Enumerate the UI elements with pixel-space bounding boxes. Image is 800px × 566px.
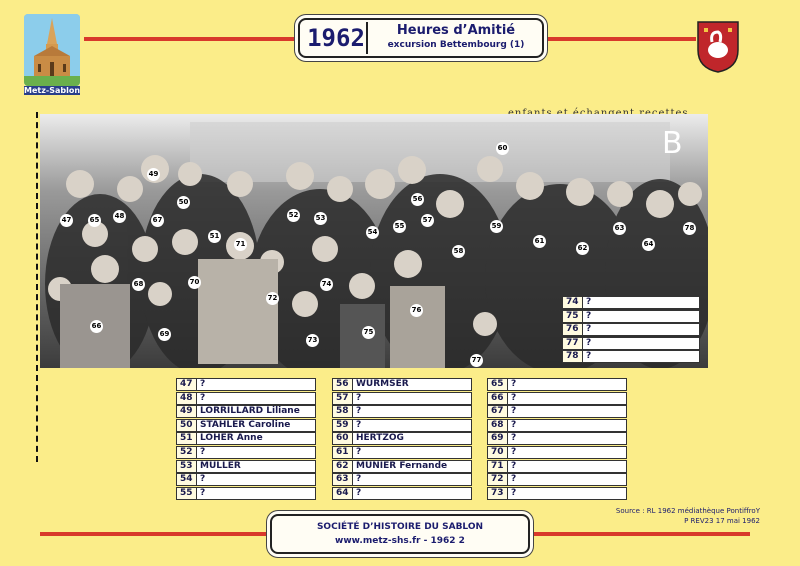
person-marker: 62 (576, 242, 589, 255)
person-marker: 64 (642, 238, 655, 251)
person-number: 73 (488, 488, 508, 499)
name-row (487, 460, 627, 473)
person-name: ? (586, 297, 592, 307)
person-name: WURMSER (356, 379, 409, 389)
person-number: 63 (333, 474, 353, 485)
name-row (176, 473, 316, 486)
person-name: ? (586, 310, 592, 321)
header-title: Heures d’Amitié (396, 23, 516, 38)
person-marker: 71 (234, 238, 247, 251)
church-logo-caption: Metz-Sablon (24, 86, 81, 95)
person-number: 67 (488, 406, 508, 417)
person-number: 68 (488, 420, 508, 431)
header-bar-right (548, 37, 696, 41)
coat-of-arms-logo (696, 20, 740, 74)
person-name: ? (200, 379, 206, 389)
person-number: 66 (488, 393, 508, 404)
person-name: ? (356, 447, 362, 457)
person-number: 74 (563, 297, 583, 308)
footer-society-name: SOCIÉTÉ D’HISTOIRE DU SABLON (316, 522, 484, 532)
name-row (562, 350, 700, 363)
person-marker: 78 (683, 222, 696, 235)
person-number: 49 (177, 406, 197, 417)
source-line-2: P REV23 17 mai 1962 (684, 517, 760, 525)
person-marker: 61 (533, 235, 546, 248)
header-year: 1962 (306, 22, 368, 54)
header-bar-left (84, 37, 298, 41)
footer-box (270, 514, 530, 554)
person-number: 59 (333, 420, 353, 431)
name-row (176, 460, 316, 473)
person-name: HERTZOG (356, 433, 404, 444)
footer-bar-right (530, 532, 750, 536)
person-name: ? (200, 474, 206, 485)
person-number: 64 (333, 488, 353, 499)
person-name: ? (511, 406, 517, 417)
person-number: 54 (177, 474, 197, 485)
header-title-box (298, 18, 544, 58)
person-name: ? (511, 447, 517, 457)
person-marker: 49 (147, 168, 160, 181)
person-number: 60 (333, 433, 353, 444)
person-marker: 63 (613, 222, 626, 235)
person-number: 53 (177, 461, 197, 472)
person-number: 70 (488, 447, 508, 458)
person-name: STAHLER Caroline (200, 419, 291, 430)
person-marker: 51 (208, 230, 221, 243)
person-name: ? (356, 406, 362, 417)
person-marker: 48 (113, 210, 126, 223)
person-marker: 70 (188, 276, 201, 289)
name-row (176, 487, 316, 500)
name-row (332, 419, 472, 432)
person-marker: 50 (177, 196, 190, 209)
person-number: 47 (177, 379, 197, 390)
person-number: 55 (177, 488, 197, 499)
person-number: 50 (177, 420, 197, 431)
name-row (487, 473, 627, 486)
person-marker: 77 (470, 354, 483, 367)
person-number: 69 (488, 433, 508, 444)
name-row (332, 405, 472, 418)
person-marker: 56 (411, 193, 424, 206)
person-number: 57 (333, 393, 353, 404)
name-row (332, 378, 472, 391)
person-marker: 76 (410, 304, 423, 317)
person-name: ? (356, 487, 362, 498)
name-row (176, 378, 316, 391)
name-row (487, 392, 627, 405)
name-row (332, 392, 472, 405)
person-name: ? (511, 419, 517, 430)
person-marker: 72 (266, 292, 279, 305)
name-row (176, 432, 316, 445)
person-name: ? (586, 337, 592, 348)
person-name: ? (356, 419, 362, 430)
name-row (176, 446, 316, 459)
person-number: 71 (488, 461, 508, 472)
name-row (562, 296, 700, 309)
person-marker: 66 (90, 320, 103, 333)
person-number: 65 (488, 379, 508, 390)
person-marker: 67 (151, 214, 164, 227)
person-number: 78 (563, 351, 583, 362)
name-row (332, 487, 472, 500)
person-name: ? (200, 447, 206, 457)
person-number: 75 (563, 311, 583, 322)
name-row (332, 473, 472, 486)
person-name: ? (586, 324, 592, 335)
person-marker: 47 (60, 214, 73, 227)
name-row (487, 487, 627, 500)
person-name: ? (511, 379, 517, 389)
person-name: ? (511, 392, 517, 403)
person-number: 51 (177, 433, 197, 444)
name-row (176, 419, 316, 432)
name-row (332, 460, 472, 473)
person-name: ? (511, 460, 517, 471)
person-marker: 73 (306, 334, 319, 347)
person-marker: 68 (132, 278, 145, 291)
photo-letter-label: B (662, 126, 683, 161)
person-name: ? (356, 392, 362, 403)
person-marker: 59 (490, 220, 503, 233)
name-row (487, 432, 627, 445)
name-row (487, 378, 627, 391)
person-name: LORRILLARD Liliane (200, 406, 300, 417)
person-name: ? (200, 487, 206, 498)
person-name: MUNIER Fernande (356, 460, 448, 471)
person-marker: 57 (421, 214, 434, 227)
person-number: 56 (333, 379, 353, 390)
person-marker: 58 (452, 245, 465, 258)
person-name: ? (511, 433, 517, 444)
person-name: MULLER (200, 460, 241, 471)
name-row (487, 446, 627, 459)
person-number: 52 (177, 447, 197, 458)
person-number: 58 (333, 406, 353, 417)
source-line-1: Source : RL 1962 médiathèque PontiffroY (615, 507, 760, 515)
person-marker: 60 (496, 142, 509, 155)
person-name: ? (511, 487, 517, 498)
person-marker: 52 (287, 209, 300, 222)
person-number: 61 (333, 447, 353, 458)
person-name: ? (356, 474, 362, 485)
person-marker: 69 (158, 328, 171, 341)
footer-bar-left (40, 532, 270, 536)
person-number: 77 (563, 338, 583, 349)
name-row (176, 405, 316, 418)
person-name: LOHER Anne (200, 433, 263, 444)
person-name: ? (200, 392, 206, 403)
name-row (176, 392, 316, 405)
person-number: 72 (488, 474, 508, 485)
name-row (487, 405, 627, 418)
person-marker: 74 (320, 278, 333, 291)
person-name: ? (511, 474, 517, 485)
footer-website[interactable]: www.metz-shs.fr - 1962 2 (335, 536, 465, 546)
person-marker: 65 (88, 214, 101, 227)
name-row (562, 310, 700, 323)
person-marker: 75 (362, 326, 375, 339)
person-marker: 54 (366, 226, 379, 239)
name-row (562, 323, 700, 336)
church-logo (24, 14, 80, 86)
name-row (332, 432, 472, 445)
person-name: ? (586, 351, 592, 362)
person-number: 76 (563, 324, 583, 335)
name-row (487, 419, 627, 432)
person-marker: 55 (393, 220, 406, 233)
name-row (562, 337, 700, 350)
person-marker: 53 (314, 212, 327, 225)
person-number: 48 (177, 393, 197, 404)
person-number: 62 (333, 461, 353, 472)
name-row (332, 446, 472, 459)
source-note (560, 506, 760, 526)
header-subtitle: excursion Bettembourg (1) (387, 40, 525, 50)
dashed-cut-line (36, 112, 39, 462)
